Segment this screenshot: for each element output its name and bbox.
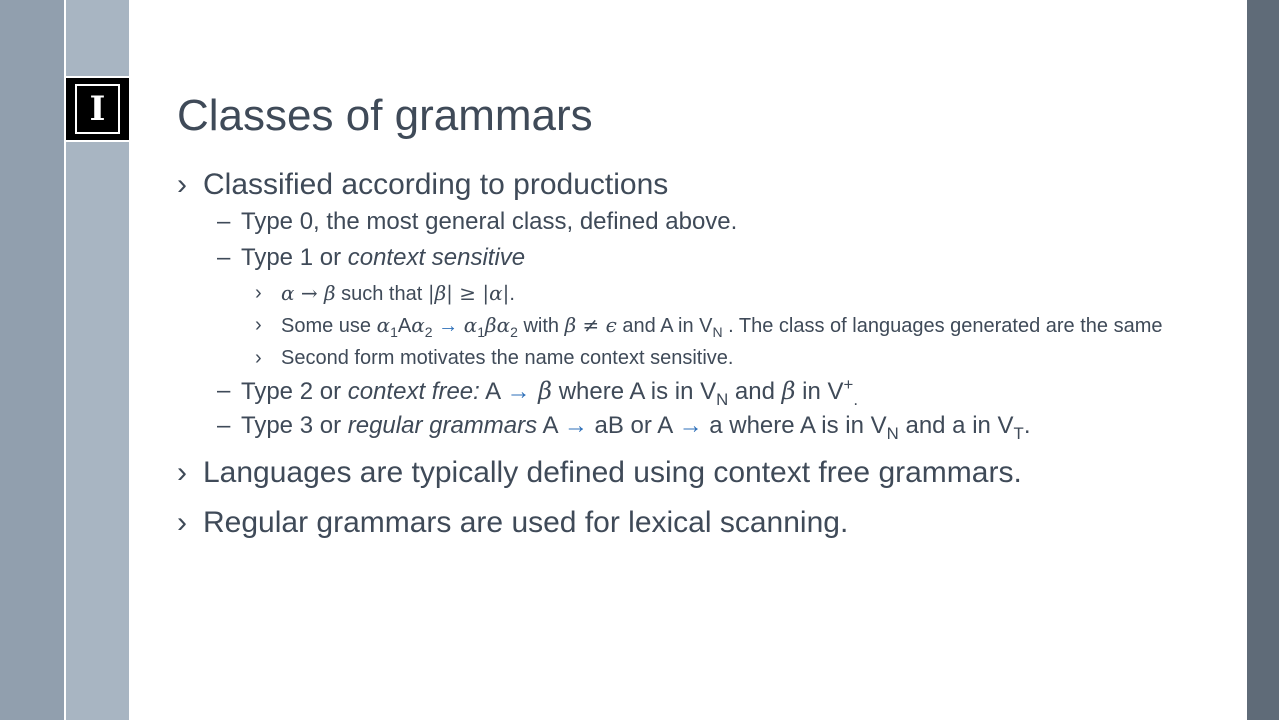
dash-marker: – bbox=[217, 377, 231, 404]
math-sub: 2 bbox=[424, 324, 433, 340]
bullet-marker: › bbox=[177, 456, 187, 489]
type3-prefix: Type 3 or bbox=[241, 412, 348, 439]
right-decor-bar bbox=[1247, 0, 1279, 720]
math-A: A bbox=[397, 315, 412, 337]
left-decor-bar bbox=[0, 0, 64, 720]
bullet-marker: › bbox=[255, 347, 262, 369]
rule-mid-text: such that bbox=[335, 283, 428, 305]
math-sub: N bbox=[716, 389, 729, 409]
and-a-in-v: and A in V bbox=[616, 315, 713, 337]
bullet-classified bbox=[177, 165, 1237, 205]
math-sup: + bbox=[843, 375, 854, 394]
math-neq: ≠ bbox=[576, 313, 606, 337]
dash-marker: – bbox=[217, 412, 231, 439]
bullet-regular bbox=[177, 503, 1237, 543]
type2-emphasis: context free: bbox=[347, 378, 480, 405]
math-beta: β bbox=[781, 377, 796, 405]
with-text: with bbox=[517, 315, 565, 337]
math-abs-alpha: |α| bbox=[482, 281, 510, 305]
type1-prefix: Type 1 or bbox=[241, 244, 348, 271]
type3-emphasis: regular grammars bbox=[347, 412, 538, 439]
type3-p4: and a in V bbox=[898, 412, 1014, 439]
math-sub: N bbox=[712, 324, 723, 340]
bullet-text: Classified according to productions bbox=[203, 168, 669, 201]
bullet-languages bbox=[177, 453, 1237, 493]
math-sub: N bbox=[886, 423, 899, 443]
math-sub: 1 bbox=[390, 324, 398, 340]
type2-mid: where A is in V bbox=[552, 378, 717, 405]
rule-end: . bbox=[509, 283, 515, 305]
slide-content bbox=[177, 165, 1237, 543]
sub-bullet-type0 bbox=[177, 207, 1237, 237]
type2-prefix: Type 2 or bbox=[241, 378, 348, 405]
type3-end: . bbox=[1023, 412, 1031, 439]
bullet-text: Regular grammars are used for lexical scanning. bbox=[203, 506, 849, 539]
bullet-marker: › bbox=[177, 168, 187, 201]
math-alpha2: α bbox=[496, 313, 511, 337]
math-beta: β bbox=[324, 281, 336, 305]
math-arrow: → bbox=[563, 412, 588, 439]
sub-sub-bullet-rule bbox=[177, 281, 1237, 306]
type3-p1: A bbox=[537, 412, 564, 439]
dash-marker: – bbox=[217, 208, 231, 235]
type3-p2: aB or A bbox=[587, 412, 679, 439]
type2-A: A bbox=[479, 378, 507, 405]
sub-bullet-type2 bbox=[177, 376, 1237, 407]
type2-and: and bbox=[728, 378, 782, 405]
some-use-prefix: Some use bbox=[281, 315, 377, 337]
math-alpha2: α bbox=[411, 313, 425, 337]
math-sub: 2 bbox=[510, 324, 518, 340]
math-alpha1: α bbox=[376, 313, 391, 337]
sub-sub-bullet-second-form bbox=[177, 346, 1237, 370]
dash-marker: – bbox=[217, 244, 231, 271]
sub-sub-bullet-some-use bbox=[177, 313, 1237, 338]
math-arrow: → bbox=[506, 378, 531, 405]
bullet-marker: › bbox=[177, 506, 187, 539]
math-epsilon: ϵ bbox=[605, 313, 617, 337]
sub-bullet-text: Type 0, the most general class, defined above. bbox=[241, 208, 738, 235]
math-sub: 1 bbox=[477, 324, 486, 340]
sub-bullet-type3 bbox=[177, 411, 1237, 441]
math-beta: β bbox=[530, 377, 553, 405]
math-alpha1: α bbox=[463, 313, 478, 337]
university-logo bbox=[66, 76, 129, 142]
math-geq: ≥ bbox=[452, 281, 483, 305]
math-abs-beta: |β| bbox=[427, 281, 453, 305]
math-beta: β bbox=[564, 313, 577, 337]
type2-in: in V bbox=[795, 378, 844, 405]
bullet-marker: › bbox=[255, 314, 262, 336]
type2-end: . bbox=[853, 389, 859, 409]
math-alpha: α bbox=[281, 281, 295, 305]
bullet-marker: › bbox=[255, 282, 262, 304]
bullet-text: Languages are typically defined using context free grammars. bbox=[203, 456, 1022, 489]
sub-sub-bullet-text: Second form motivates the name context sensitive. bbox=[281, 347, 734, 369]
math-arrow: → bbox=[294, 281, 324, 305]
some-use-end: . The class of languages generated are the same bbox=[722, 315, 1163, 337]
slide-title: Classes of grammars bbox=[177, 91, 593, 140]
type1-emphasis: context sensitive bbox=[347, 244, 526, 271]
type3-p3: a where A is in V bbox=[702, 412, 887, 439]
math-beta: β bbox=[485, 313, 497, 337]
math-sub: T bbox=[1013, 423, 1024, 443]
sub-bullet-type1 bbox=[177, 243, 1237, 273]
math-arrow: → bbox=[432, 315, 464, 337]
logo-letter: I bbox=[75, 84, 120, 134]
math-arrow: → bbox=[678, 412, 703, 439]
